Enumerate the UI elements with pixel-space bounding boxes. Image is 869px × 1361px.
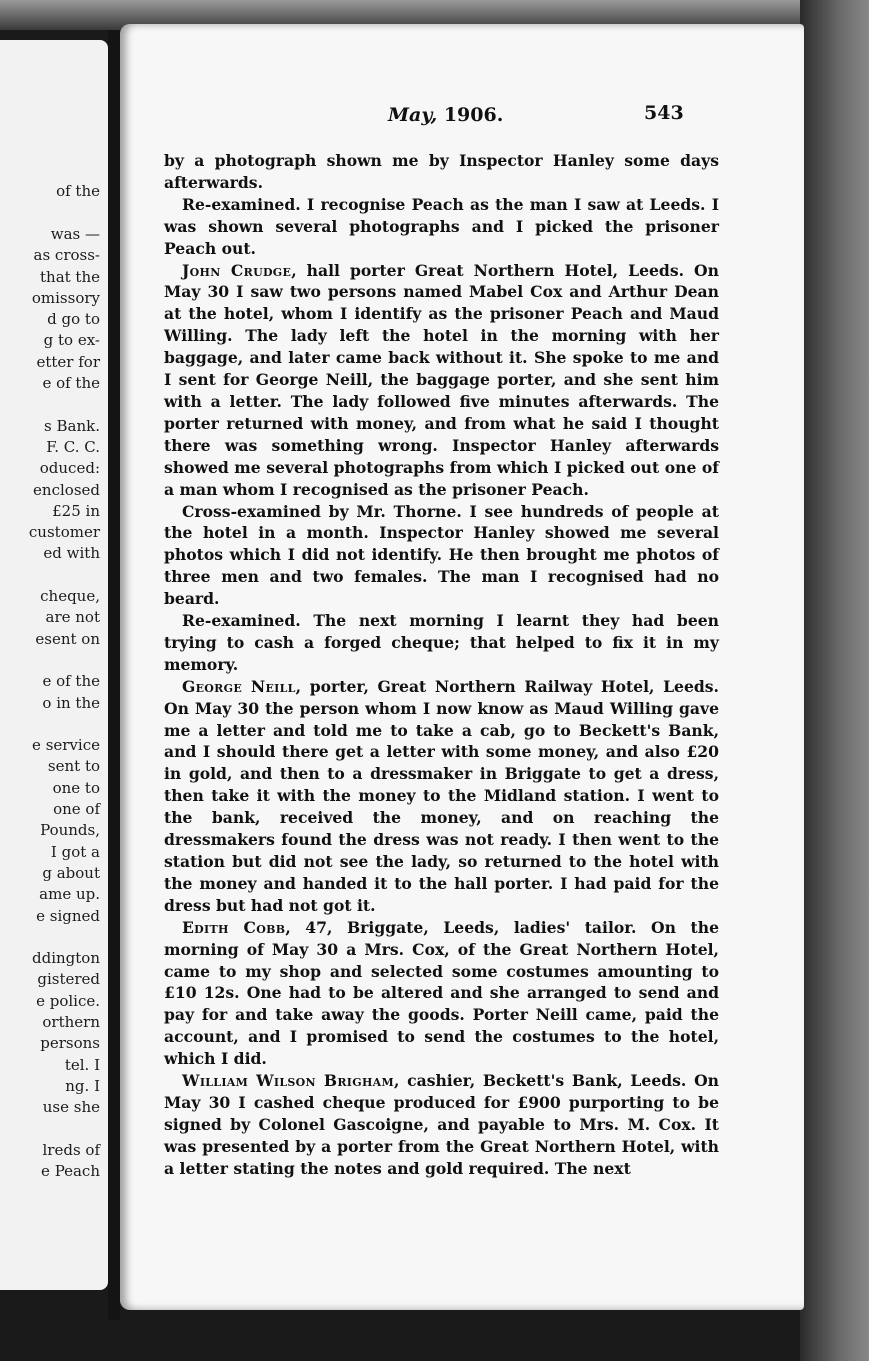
body-text <box>164 150 719 1180</box>
left-page-line: enclosed <box>33 480 100 499</box>
running-head-year: 1906. <box>443 104 504 126</box>
left-page-fragment <box>0 40 108 1290</box>
running-head <box>388 104 503 126</box>
paragraph <box>164 917 719 1070</box>
left-page-line: e of the <box>42 374 100 392</box>
left-page-line: oduced: <box>39 459 100 478</box>
left-page-line: ddington <box>32 949 100 968</box>
left-page-line: as cross- <box>33 246 100 265</box>
scan-backdrop-right <box>800 0 869 1361</box>
left-page-line: sent to <box>47 757 100 776</box>
left-page-line: g to ex- <box>43 331 100 350</box>
left-page-line: customer <box>28 523 100 542</box>
paragraph-text: , hall porter Great Northern Hotel, Leeds. On May 30 I saw two persons named Mabel Cox and Arthur Dean at the hotel, whom I identify as the prisoner Peach and Maud Willing. The lady left the hotel in the morning with her baggage, and later came back without it. She spoke to me and I sent for George Neill, the baggage porter, and she sent him with a letter. The lady followed five minutes afterwards. The porter returned with money, and from what he said I thought there was something wrong. Inspector Hanley afterwards showed me several photographs from which I picked out one of a man whom I recognised as the prisoner Peach. <box>164 260 719 499</box>
page-header <box>120 102 804 132</box>
left-page-line: ame up. <box>39 885 100 904</box>
left-page-line: F. C. C. <box>46 437 100 456</box>
left-page-line: s Bank. <box>44 416 100 435</box>
paragraph-text: , 47, Briggate, Leeds, ladies' tailor. On the morning of May 30 a Mrs. Cox, of the Great Northern Hotel, came to my shop and selected some costumes amounting to £10 12s. One had to be altered and she arranged to send and pay for and take away the goods. Porter Neill came, paid the account, and I promised to send the costumes to the hotel, which I did. <box>164 917 719 1069</box>
page-number: 543 <box>644 102 684 124</box>
left-page-line: of the <box>56 182 100 201</box>
paragraph <box>164 194 719 260</box>
paragraph-text: by a photograph shown me by Inspector Hanley some days afterwards. <box>164 151 719 192</box>
left-page-line: e of the <box>42 672 100 691</box>
left-page-line: lreds of <box>42 1140 100 1159</box>
left-page-line: was — <box>50 224 100 243</box>
paragraph-text: Re-examined. The next morning I learnt they had been trying to cash a forged cheque; that helped to fix it in my memory. <box>164 611 719 674</box>
left-page-line: Pounds, <box>40 821 100 840</box>
left-page-line: ed with <box>43 544 100 563</box>
left-page-line: persons <box>40 1034 100 1053</box>
left-page-line: one of <box>53 800 100 818</box>
left-page-line: I got a <box>50 842 100 861</box>
left-page-line: e signed <box>36 906 100 925</box>
paragraph-text: , porter, Great Northern Railway Hotel, Leeds. On May 30 the person whom I now know as Maud Willing gave me a letter and told me to take a cab, go to Beckett's Bank, and I should there get a letter with some money, and also £20 in gold, and then to a dressmaker in Briggate to get a dress, then take it with the money to the Midland station. I went to the bank, received the money, and on reaching the dressmakers found the dress was not ready. I then went to the station but did not see the lady, so returned to the hotel with the money and handed it to the hall porter. I had paid for the dress but had not got it. <box>164 676 719 915</box>
left-page-line: tel. I <box>64 1055 100 1074</box>
witness-name: John Crudge <box>182 260 292 280</box>
left-page-line: etter for <box>36 352 100 371</box>
left-page-line: e police. <box>36 991 100 1010</box>
book-gutter <box>108 30 120 1320</box>
left-page-line: orthern <box>42 1013 100 1031</box>
left-page-line: e Peach <box>41 1162 100 1181</box>
paragraph <box>164 150 719 194</box>
left-page-line: ng. I <box>65 1076 100 1095</box>
paragraph-text: , cashier, Beckett's Bank, Leeds. On May 30 I cashed cheque produced for £900 purporting to be signed by Colonel Gascoigne, and payable to Mrs. M. Cox. It was presented by a porter from the Great Northern Hotel, with a letter stating the notes and gold required. The next <box>164 1071 719 1178</box>
paragraph-text: Re-examined. I recognise Peach as the man I saw at Leeds. I was shown several photographs and I picked the prisoner Peach out. <box>164 194 719 258</box>
left-page-line: that the <box>40 267 100 286</box>
left-page-line: one to <box>52 778 100 797</box>
paragraph <box>164 260 719 501</box>
paragraph <box>164 610 719 676</box>
witness-name: William Wilson Brigham <box>182 1071 394 1091</box>
right-page <box>120 24 804 1310</box>
left-page-line: £25 in <box>52 501 100 520</box>
left-page-line: are not <box>45 608 100 627</box>
left-page-line: gistered <box>37 970 100 989</box>
witness-name: George Neill <box>182 676 296 696</box>
running-head-month: May, <box>388 104 438 126</box>
left-page-line: esent on <box>35 629 100 648</box>
left-page-line: omissory <box>31 288 100 307</box>
left-page-line: use she <box>42 1098 100 1117</box>
paragraph <box>164 676 719 917</box>
paragraph <box>164 1070 719 1180</box>
left-page-line: e service <box>32 736 100 755</box>
left-page-line: cheque, <box>40 587 100 605</box>
left-page-line: o in the <box>42 693 100 712</box>
paragraph-text: Cross-examined by Mr. Thorne. I see hundreds of people at the hotel in a month. Inspector Hanley showed me several photos which I did not identify. He then brought me photos of three men and two females. The man I recognised had no beard. <box>164 501 719 609</box>
left-page-line: d go to <box>47 310 100 329</box>
left-page-line: g about <box>42 863 100 882</box>
witness-name: Edith Cobb <box>182 917 286 937</box>
paragraph <box>164 501 719 611</box>
